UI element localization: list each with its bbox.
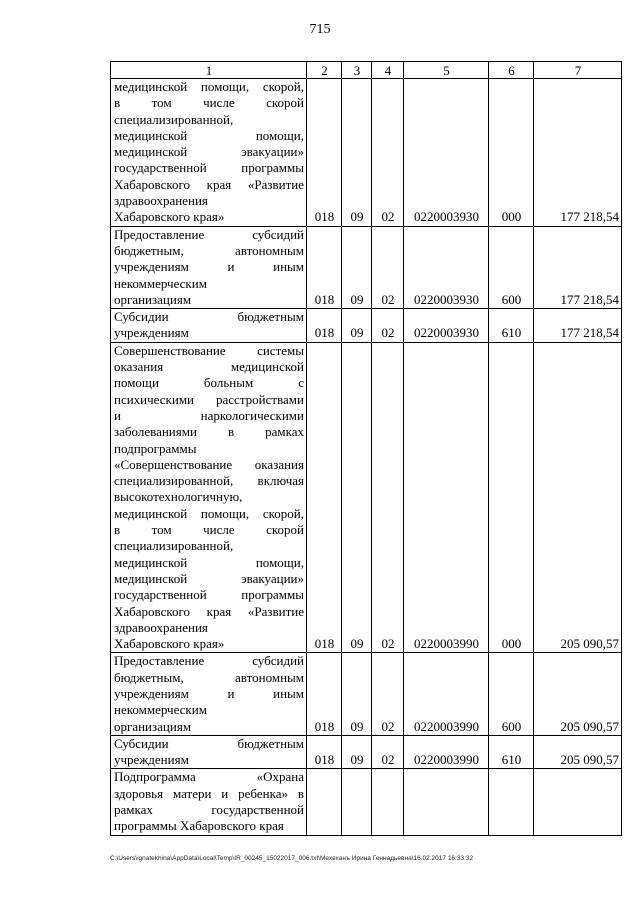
col-header-6: 6 (489, 62, 534, 79)
item-name-line: и наркологическими (114, 407, 304, 423)
cell-amount: 177 218,54 (534, 79, 622, 227)
cell-expense-type: 000 (489, 342, 534, 653)
item-name-line: заболеваниями в рамках (114, 424, 304, 440)
item-name-line: оказания медицинской (114, 359, 304, 375)
cell-target-article: 0220003930 (404, 309, 489, 343)
table-row (111, 342, 622, 653)
cell-amount: 205 090,57 (534, 735, 622, 769)
item-name-line: высокотехнологичную, (114, 489, 243, 505)
header-row (111, 62, 622, 79)
item-name-line: Хабаровского края «Развитие (114, 176, 304, 192)
cell-item-name (111, 342, 307, 653)
cell-target-article (404, 769, 489, 835)
item-name-line: Совершенствование системы (114, 342, 304, 358)
cell-section-code (342, 769, 372, 835)
col-header-4: 4 (372, 62, 404, 79)
item-name-line: медицинской эвакуации» (114, 144, 304, 160)
col-header-3: 3 (342, 62, 372, 79)
item-name-line: учреждениям (114, 752, 189, 768)
col-header-2: 2 (307, 62, 342, 79)
item-name-line: подпрограммы (114, 440, 197, 456)
cell-item-name (111, 769, 307, 835)
item-name-line: психическими расстройствами (114, 391, 304, 407)
item-name-line: учреждениям и иным (114, 259, 304, 275)
cell-expense-type: 600 (489, 653, 534, 735)
item-name-line: учреждениям (114, 325, 189, 341)
item-name-line: организациям (114, 291, 192, 307)
item-name-line: здравоохранения (114, 193, 208, 209)
cell-section-code: 09 (342, 309, 372, 343)
cell-section-code: 09 (342, 79, 372, 227)
cell-amount (534, 769, 622, 835)
cell-target-article: 0220003990 (404, 653, 489, 735)
item-name-line: медицинской помощи, скорой, (114, 79, 304, 94)
table-row (111, 769, 622, 835)
cell-amount: 177 218,54 (534, 226, 622, 308)
cell-item-name (111, 309, 307, 343)
item-name-line: в том числе скорой (114, 522, 304, 538)
cell-target-article: 0220003990 (404, 342, 489, 653)
cell-amount: 205 090,57 (534, 653, 622, 735)
item-name-line: медицинской помощи, скорой, (114, 505, 304, 521)
page-number: 715 (309, 22, 331, 37)
item-name-line: Предоставление субсидий (114, 653, 304, 669)
cell-subsection-code: 02 (372, 653, 404, 735)
item-name-line: программы Хабаровского края (114, 818, 284, 834)
item-name-line: Подпрограмма «Охрана (114, 769, 304, 785)
col-header-1: 1 (111, 62, 307, 79)
cell-ministry-code: 018 (307, 735, 342, 769)
cell-target-article: 0220003930 (404, 226, 489, 308)
cell-subsection-code: 02 (372, 79, 404, 227)
cell-expense-type: 600 (489, 226, 534, 308)
cell-item-name (111, 79, 307, 227)
col-header-7: 7 (534, 62, 622, 79)
cell-subsection-code: 02 (372, 735, 404, 769)
cell-ministry-code (307, 769, 342, 835)
cell-item-name (111, 735, 307, 769)
cell-section-code: 09 (342, 735, 372, 769)
cell-expense-type: 000 (489, 79, 534, 227)
table-row (111, 79, 622, 227)
item-name-line: здоровья матери и ребенка» в (114, 785, 304, 801)
table-row (111, 226, 622, 308)
item-name-line: Хабаровского края» (114, 209, 225, 225)
item-name-line: учреждениям и иным (114, 685, 304, 701)
item-name-line: государственной программы (114, 587, 304, 603)
cell-expense-type: 610 (489, 735, 534, 769)
cell-section-code: 09 (342, 226, 372, 308)
cell-subsection-code (372, 769, 404, 835)
item-name-line: бюджетным, автономным (114, 242, 304, 258)
item-name-line: в том числе скорой (114, 95, 304, 111)
item-name-line: Субсидии бюджетным (114, 735, 304, 751)
item-name-line: некоммерческим (114, 702, 207, 718)
cell-ministry-code: 018 (307, 653, 342, 735)
cell-target-article: 0220003990 (404, 735, 489, 769)
item-name-line: медицинской эвакуации» (114, 570, 304, 586)
table-body (111, 79, 622, 836)
cell-target-article: 0220003930 (404, 79, 489, 227)
item-name-line: Хабаровского края «Развитие (114, 603, 304, 619)
item-name-line: специализированной, включая (114, 473, 304, 489)
cell-item-name (111, 226, 307, 308)
item-name-line: специализированной, (114, 111, 234, 127)
cell-amount: 205 090,57 (534, 342, 622, 653)
table-row (111, 653, 622, 735)
cell-expense-type: 610 (489, 309, 534, 343)
cell-section-code: 09 (342, 342, 372, 653)
item-name-line: некоммерческим (114, 275, 207, 291)
cell-item-name (111, 653, 307, 735)
item-name-line: рамках государственной (114, 802, 304, 818)
cell-subsection-code: 02 (372, 342, 404, 653)
cell-subsection-code: 02 (372, 226, 404, 308)
cell-ministry-code: 018 (307, 226, 342, 308)
table-row (111, 309, 622, 343)
item-name-line: «Совершенствование оказания (114, 456, 304, 472)
cell-expense-type (489, 769, 534, 835)
item-name-line: медицинской помощи, (114, 554, 304, 570)
item-name-line: специализированной, (114, 538, 234, 554)
cell-ministry-code: 018 (307, 79, 342, 227)
item-name-line: Субсидии бюджетным (114, 309, 304, 325)
file-path-footer: C:\Users\ignatekhina\AppData\Local\Temp\IR_00245_15022017_006.txt\Мехеханъ Ирина Геннадьевна\16.02.2017 16:33:32 (110, 855, 474, 862)
item-name-line: организациям (114, 718, 192, 734)
item-name-line: медицинской помощи, (114, 127, 304, 143)
item-name-line: здравоохранения (114, 619, 208, 635)
cell-ministry-code: 018 (307, 342, 342, 653)
cell-amount: 177 218,54 (534, 309, 622, 343)
item-name-line: помощи больным с (114, 375, 304, 391)
item-name-line: Хабаровского края» (114, 636, 225, 652)
budget-table (110, 61, 622, 836)
cell-ministry-code: 018 (307, 309, 342, 343)
col-header-5: 5 (404, 62, 489, 79)
cell-subsection-code: 02 (372, 309, 404, 343)
cell-section-code: 09 (342, 653, 372, 735)
item-name-line: государственной программы (114, 160, 304, 176)
item-name-line: Предоставление субсидий (114, 226, 304, 242)
item-name-line: бюджетным, автономным (114, 669, 304, 685)
table-row (111, 735, 622, 769)
